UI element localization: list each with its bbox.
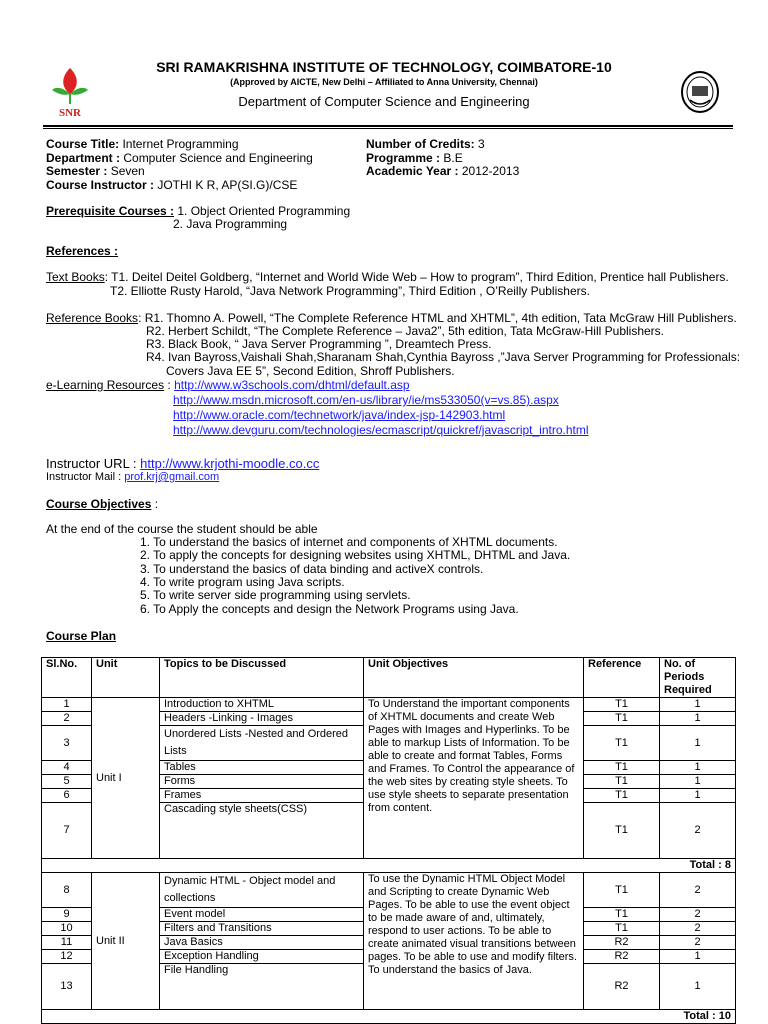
text-book-t2: T2. Elliotte Rusty Harold, “Java Network Programming”, Third Edition , O’Reilly Publishers. bbox=[110, 284, 590, 298]
ref-book-r2: R2. Herbert Schildt, “The Complete Reference – Java2”, 5th edition, Tata McGraw-Hill Publishers. bbox=[146, 324, 664, 338]
table-row: 6 Frames T1 1 bbox=[42, 789, 736, 803]
total-row bbox=[42, 859, 736, 873]
table-row: 12 Exception Handling R2 1 bbox=[42, 950, 736, 964]
course-title: Course Title: Internet Programming bbox=[46, 137, 239, 151]
instructor-mail-line: Instructor Mail : prof.krj@gmail.com bbox=[46, 471, 220, 483]
text-book-t1: Text Books: T1. Deitel Deitel Goldberg, “Internet and World Wide Web – How to program”, Third Edition, Prentice hall Publishers. bbox=[46, 270, 729, 284]
instructor-url-link[interactable]: http://www.krjothi-moodle.co.cc bbox=[140, 456, 320, 471]
elearning-link-2[interactable]: http://www.msdn.microsoft.com/en-us/library/ie/ms533050(v=vs.85).aspx bbox=[173, 393, 559, 407]
instructor-url-line: Instructor URL : http://www.krjothi-moodle.co.cc bbox=[46, 456, 320, 471]
course-department: Department : Computer Science and Engineering bbox=[46, 151, 313, 165]
prerequisite-item-2: 2. Java Programming bbox=[173, 217, 288, 231]
table-row: 1 Unit I Introduction to XHTML To Understand the important components of XHTML documents and create Web Pages with Images and Hyperlinks. To be able to markup Lists of Information. To be able to create and format Tables, Forms and Frames. To Control the appearance of the web sites by creating style sheets. To use style sheets to separate presentation from content. T1 1 bbox=[42, 698, 736, 712]
total-row bbox=[42, 1010, 736, 1024]
objective-item: 5. To write server side programming using servlets. bbox=[140, 588, 411, 602]
ref-book-r1: Reference Books: R1. Thomno A. Powell, “The Complete Reference HTML and XHTML”, 4th edition, Tata McGraw Hill Publishers. bbox=[46, 311, 737, 325]
table-row: 7 Cascading style sheets(CSS) T1 2 bbox=[42, 803, 736, 859]
table-row: 8 Unit II Dynamic HTML - Object model and collections To use the Dynamic HTML Object Model and Scripting to create Dynamic Web Pages. To be able to use the event object to be made aware of and, ultimately, respond to user actions. To be able to create animated visual transitions between pages. To be able to use and modify filters. To understand the basics of Java. T1 2 bbox=[42, 873, 736, 908]
table-row: 5 Forms T1 1 bbox=[42, 775, 736, 789]
elearning-link-1[interactable]: http://www.w3schools.com/dhtml/default.asp bbox=[174, 378, 410, 392]
header-unit: Unit bbox=[92, 658, 160, 698]
unit-total: Total : 10 bbox=[42, 1010, 736, 1024]
unit-objectives: To Understand the important components of XHTML documents and create Web Pages with Images and Hyperlinks. To be able to markup Lists of Information. To be able to create and format Tables, Forms and Frames. To Control the appearance of the web sites by creating style sheets. To use style sheets to separate presentation from content. bbox=[364, 698, 584, 859]
table-row: 4 Tables T1 1 bbox=[42, 761, 736, 775]
objective-item: 6. To Apply the concepts and design the Network Programs using Java. bbox=[140, 602, 519, 616]
course-plan-heading: Course Plan bbox=[46, 629, 117, 643]
elearning-line: e-Learning Resources : http://www.w3schools.com/dhtml/default.asp bbox=[46, 378, 410, 392]
unit-name: Unit II bbox=[92, 873, 160, 1010]
header-rule-thin bbox=[43, 128, 733, 129]
objectives-intro: At the end of the course the student should be able bbox=[46, 522, 318, 536]
objective-item: 3. To understand the basics of data binding and activeX controls. bbox=[140, 562, 484, 576]
course-instructor: Course Instructor : JOTHI K R, AP(SI.G)/CSE bbox=[46, 178, 298, 192]
instructor-mail-link[interactable]: prof.krj@gmail.com bbox=[124, 471, 220, 483]
ref-book-r3: R3. Black Book, “ Java Server Programming ”, Dreamtech Press. bbox=[146, 337, 492, 351]
header-slno: Sl.No. bbox=[42, 658, 92, 698]
header-topics: Topics to be Discussed bbox=[160, 658, 364, 698]
course-programme: Programme : B.E bbox=[366, 151, 463, 165]
course-credits: Number of Credits: 3 bbox=[366, 137, 485, 151]
objective-item: 1. To understand the basics of internet and components of XHTML documents. bbox=[140, 535, 558, 549]
table-row: 11 Java Basics R2 2 bbox=[42, 936, 736, 950]
header-periods: No. of Periods Required bbox=[660, 658, 736, 698]
objective-item: 4. To write program using Java scripts. bbox=[140, 575, 345, 589]
references-heading: References : bbox=[46, 244, 119, 258]
ref-book-r4-cont: Covers Java EE 5”, Second Edition, Shroff Publishers. bbox=[166, 364, 455, 378]
table-row: 3 Unordered Lists -Nested and Ordered Lists T1 1 bbox=[42, 726, 736, 761]
table-header-row bbox=[42, 658, 736, 698]
table-row: 13 File Handling R2 1 bbox=[42, 964, 736, 1010]
elearning-link-3[interactable]: http://www.oracle.com/technetwork/java/index-jsp-142903.html bbox=[173, 408, 506, 422]
course-plan-table bbox=[41, 657, 736, 1024]
unit-total: Total : 8 bbox=[42, 859, 736, 873]
unit-name: Unit I bbox=[92, 698, 160, 859]
header-objectives: Unit Objectives bbox=[364, 658, 584, 698]
svg-text:SNR: SNR bbox=[58, 107, 82, 119]
table-row: 9 Event model T1 2 bbox=[42, 908, 736, 922]
course-semester: Semester : Seven bbox=[46, 164, 145, 178]
objectives-heading: Course Objectives : bbox=[46, 497, 159, 511]
header-rule bbox=[43, 125, 733, 127]
ref-book-r4: R4. Ivan Bayross,Vaishali Shah,Sharanam Shah,Cynthia Bayross ,”Java Server Programming for Professionals: bbox=[146, 350, 741, 364]
table-row: 2 Headers -Linking - Images T1 1 bbox=[42, 712, 736, 726]
prerequisite-line: Prerequisite Courses : 1. Object Oriented Programming bbox=[46, 204, 351, 218]
elearning-link-4[interactable]: http://www.devguru.com/technologies/ecmascript/quickref/javascript_intro.html bbox=[173, 423, 589, 437]
approval-note: (Approved by AICTE, New Delhi – Affiliated to Anna University, Chennai) bbox=[230, 77, 538, 87]
objective-item: 2. To apply the concepts for designing websites using XHTML, DHTML and Java. bbox=[140, 548, 571, 562]
header-reference: Reference bbox=[584, 658, 660, 698]
academic-year: Academic Year : 2012-2013 bbox=[366, 164, 520, 178]
table-row: 10 Filters and Transitions T1 2 bbox=[42, 922, 736, 936]
unit-objectives: To use the Dynamic HTML Object Model and Scripting to create Dynamic Web Pages. To be able to use the event object to be made aware of and, ultimately, respond to user actions. To be able to create animated visual transitions between pages. To be able to use and modify filters. To understand the basics of Java. bbox=[364, 873, 584, 1010]
department-name: Department of Computer Science and Engineering bbox=[238, 94, 530, 109]
institute-name: SRI RAMAKRISHNA INSTITUTE OF TECHNOLOGY, COIMBATORE-10 bbox=[156, 59, 612, 75]
